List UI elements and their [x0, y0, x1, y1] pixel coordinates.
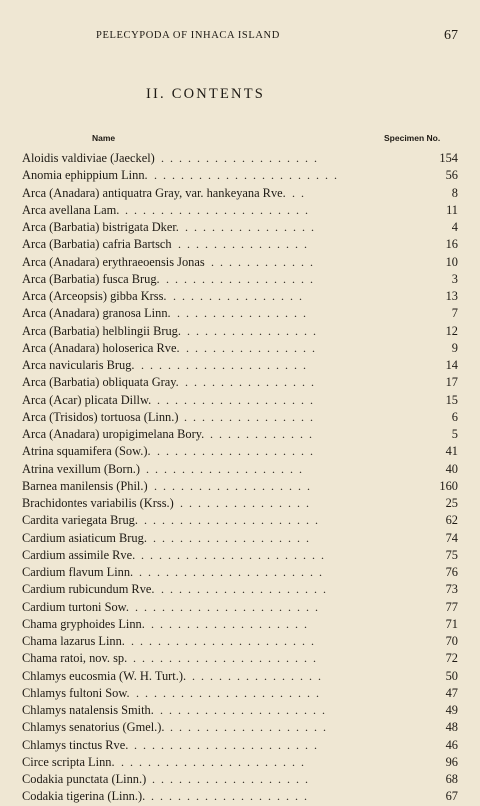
entry-specimen-number: 7: [451, 306, 458, 321]
contents-entry: [0, 737, 480, 754]
entry-specimen-number: 77: [445, 599, 458, 614]
entry-name: Arca avellana Lam.: [22, 202, 120, 217]
entry-name: Cardium assimile Rve.: [22, 547, 136, 562]
entry-name: Chlamys natalensis Smith.: [22, 703, 154, 717]
entry-leader-dots: . . . . . . . . . . . . . . . . . . . . .: [125, 202, 310, 217]
entry-name: Arca (Arceopsis) gibba Krss.: [22, 289, 167, 303]
contents-entry: [0, 788, 480, 805]
entry-leader-dots: . . . . . . . . . . . . . . . . . .: [151, 789, 309, 804]
entry-leader-dots: . . . . . . . . . . . . . . .: [184, 409, 315, 424]
contents-entry: [0, 409, 480, 426]
contents-entry: [0, 236, 480, 253]
entry-name: Arca (Trisidos) tortuosa (Linn.): [22, 409, 179, 424]
entry-specimen-number: 71: [445, 616, 458, 631]
entry-leader-dots: . . . . . . . . . . . . . . . . . . .: [141, 358, 308, 372]
entry-leader-dots: . . . . . . . . . . . .: [211, 254, 315, 269]
entry-specimen-number: 12: [445, 323, 458, 338]
entry-leader-dots: . . . . . . . . . . . . . . .: [177, 306, 308, 321]
contents-entry: [0, 202, 480, 219]
entry-name: Arca (Anadara) uropigimelana Bory.: [22, 427, 205, 441]
contents-entry: [0, 547, 480, 564]
entry-specimen-number: 75: [445, 547, 458, 562]
entry-name: Chama gryphoides Linn.: [22, 616, 145, 631]
contents-entry: [0, 616, 480, 633]
entry-name: Arca (Anadara) erythraeoensis Jonas: [22, 254, 205, 269]
entry-name: Circe scripta Linn.: [22, 754, 115, 769]
entry-leader-dots: . . . . . . . . . . . . . . . . . .: [152, 772, 310, 786]
entry-specimen-number: 4: [451, 220, 458, 234]
entry-name: Arca (Barbatia) helblingii Brug.: [22, 323, 181, 338]
entry-name: Cardium rubicundum Rve.: [22, 582, 155, 597]
entry-leader-dots: . . . . . . . . . . . . . . . . . .: [161, 151, 319, 165]
entry-specimen-number: 67: [445, 789, 458, 804]
entry-name: Arca (Barbatia) fusca Brug.: [22, 271, 160, 286]
contents-entry: [0, 633, 480, 650]
entry-leader-dots: . . . . . . . . . . . . . . .: [187, 323, 318, 338]
contents-entry: [0, 719, 480, 736]
contents-entry: [0, 685, 480, 702]
contents-entry: [0, 185, 480, 202]
contents-entry: [0, 461, 480, 478]
entry-name: Arca (Barbatia) bistrigata Dker.: [22, 220, 179, 234]
column-header-specimen: Specimen No.: [384, 133, 441, 143]
contents-entry: [0, 340, 480, 357]
entry-leader-dots: . . . . . . . . . . . . . . .: [180, 496, 311, 510]
entry-name: Cardita variegata Brug.: [22, 513, 138, 528]
entry-name: Chlamys tinctus Rve.: [22, 737, 129, 752]
entry-specimen-number: 56: [445, 168, 458, 183]
entry-name: Cardium asiaticum Brug.: [22, 530, 147, 545]
entry-specimen-number: 49: [445, 703, 458, 717]
contents-entry: [0, 254, 480, 271]
contents-entry: [0, 495, 480, 512]
entry-specimen-number: 154: [439, 151, 458, 165]
entry-specimen-number: 73: [445, 582, 458, 597]
entry-name: Barnea manilensis (Phil.): [22, 478, 148, 493]
entry-leader-dots: . . . . . . . . . . . . . . . . . . . . .: [133, 651, 318, 666]
contents-entry: [0, 374, 480, 391]
entry-name: Arca (Barbatia) obliquata Gray.: [22, 375, 179, 390]
contents-entry: [0, 512, 480, 529]
contents-entry: [0, 530, 480, 547]
entry-specimen-number: 68: [445, 772, 458, 786]
contents-entry: [0, 443, 480, 460]
entry-name: Codakia punctata (Linn.): [22, 772, 147, 786]
entry-leader-dots: . . . . . . . . . . . . . . . . .: [166, 271, 315, 286]
section-title: II. CONTENTS: [146, 86, 266, 102]
entry-leader-dots: . . . . . . . . . . . . . . . . . .: [146, 461, 304, 476]
entry-leader-dots: . . . . . . . . . . . .: [210, 427, 314, 441]
contents-entry: [0, 702, 480, 719]
entry-name: Arca (Anadara) antiquatra Gray, var. hankeyana Rve.: [22, 185, 286, 200]
entry-leader-dots: . . . . . . . . . . . . . . . . . .: [154, 478, 312, 493]
entry-name: Arca (Acar) plicata Dillw.: [22, 392, 152, 407]
entry-specimen-number: 6: [451, 409, 458, 424]
entry-specimen-number: 50: [445, 668, 458, 683]
contents-entry: [0, 150, 480, 167]
entry-name: Chlamys senatorius (Gmel.).: [22, 720, 165, 735]
entry-name: Arca (Anadara) holoserica Rve.: [22, 340, 180, 355]
contents-entry: [0, 271, 480, 288]
entry-leader-dots: . . . . . . . . . . . . . . .: [185, 220, 316, 234]
entry-leader-dots: . . . . . . . . . . . . . . . . . . .: [160, 703, 327, 717]
contents-entry: [0, 478, 480, 495]
entry-specimen-number: 5: [451, 427, 458, 441]
entry-leader-dots: . . . . . . . . . . . . . . . . . . . . .: [139, 565, 324, 579]
entry-specimen-number: 16: [445, 237, 458, 252]
entry-name: Arca (Barbatia) cafria Bartsch: [22, 237, 172, 252]
contents-entry: [0, 650, 480, 667]
entry-specimen-number: 48: [445, 720, 458, 735]
contents-entry: [0, 426, 480, 443]
entry-name: Cardium turtoni Sow.: [22, 599, 129, 614]
entry-specimen-number: 70: [445, 634, 458, 648]
entry-name: Atrina vexillum (Born.): [22, 461, 141, 476]
entry-leader-dots: . . . . . . . . . . . . . . . . . .: [153, 530, 311, 545]
entry-leader-dots: . . . . . . . . . . . . . . . . . . . . .: [141, 547, 326, 562]
entry-specimen-number: 72: [445, 651, 458, 666]
entry-specimen-number: 8: [451, 185, 458, 200]
contents-entry: [0, 668, 480, 685]
entry-specimen-number: 96: [445, 754, 458, 769]
entry-name: Codakia tigerina (Linn.).: [22, 789, 146, 804]
entry-specimen-number: 160: [439, 478, 458, 493]
entry-leader-dots: . . . . . . . . . . . . . . . . . .: [151, 616, 309, 631]
running-head: [0, 30, 480, 46]
entry-leader-dots: . . . . . . . . . . . . . . .: [178, 237, 309, 252]
entry-specimen-number: 9: [451, 340, 458, 355]
contents-entry: [0, 599, 480, 616]
contents-entry: [0, 392, 480, 409]
entry-specimen-number: 14: [445, 358, 458, 372]
entry-specimen-number: 25: [445, 496, 458, 510]
contents-entry: [0, 305, 480, 322]
entry-leader-dots: . . . . . . . . . . . . . . . . . . . .: [144, 513, 320, 528]
entry-name: Atrina squamifera (Sow.).: [22, 444, 151, 459]
entry-specimen-number: 74: [445, 530, 458, 545]
contents-entry: [0, 754, 480, 771]
entry-specimen-number: 17: [445, 375, 458, 390]
contents-entry: [0, 219, 480, 236]
entry-name: Cardium flavum Linn.: [22, 565, 134, 579]
contents-entry: [0, 357, 480, 374]
entry-name: Anomia ephippium Linn.: [22, 168, 148, 183]
contents-entry: [0, 771, 480, 788]
contents-entry: [0, 581, 480, 598]
entry-leader-dots: . . . . . . . . . . . . . . .: [192, 668, 323, 683]
entry-specimen-number: 3: [451, 271, 458, 286]
entry-specimen-number: 40: [445, 461, 458, 476]
entry-name: Arca (Anadara) granosa Linn.: [22, 306, 171, 321]
entry-leader-dots: . . . . . . . . . . . . . . . . . . . . .: [131, 634, 316, 648]
entry-leader-dots: . . . . . . . . . . . . . . . . . . . . .: [134, 737, 319, 752]
entry-leader-dots: . . . . . . . . . . . . . . . . . . . . .: [135, 599, 320, 614]
entry-specimen-number: 41: [445, 444, 458, 459]
entry-leader-dots: . . . . . . . . . . . . . . .: [185, 375, 316, 390]
entry-leader-dots: . . . . . . . . . . . . . . .: [186, 340, 317, 355]
contents-entry: [0, 564, 480, 581]
column-header-name: Name: [92, 133, 116, 143]
entry-name: Chama lazarus Linn.: [22, 634, 125, 648]
entry-specimen-number: 13: [445, 289, 458, 303]
running-title: PELECYPODA OF INHACA ISLAND: [96, 30, 280, 41]
page-number: 67: [444, 28, 458, 43]
entry-leader-dots: . .: [292, 185, 306, 200]
entry-specimen-number: 62: [445, 513, 458, 528]
entry-specimen-number: 15: [445, 392, 458, 407]
entry-leader-dots: . . . . . . . . . . . . . . . . . . . . .: [121, 754, 306, 769]
entry-specimen-number: 47: [445, 685, 458, 700]
entry-name: Chama ratoi, nov. sp.: [22, 651, 128, 666]
entry-specimen-number: 76: [445, 565, 458, 579]
entry-leader-dots: . . . . . . . . . . . . . . . . . .: [170, 720, 328, 735]
entry-leader-dots: . . . . . . . . . . . . . . . . . .: [157, 392, 315, 407]
entry-leader-dots: . . . . . . . . . . . . . . . . . . . . .: [136, 685, 321, 700]
contents-list: [0, 150, 480, 806]
entry-specimen-number: 11: [446, 202, 458, 217]
contents-entry: [0, 323, 480, 340]
entry-leader-dots: . . . . . . . . . . . . . . . . . .: [157, 444, 315, 459]
entry-leader-dots: . . . . . . . . . . . . . . . . . . .: [161, 582, 328, 597]
entry-specimen-number: 10: [445, 254, 458, 269]
entry-name: Brachidontes variabilis (Krss.): [22, 496, 174, 510]
contents-entry: [0, 288, 480, 305]
entry-leader-dots: . . . . . . . . . . . . . . .: [173, 289, 304, 303]
entry-leader-dots: . . . . . . . . . . . . . . . . . . . . .: [154, 168, 339, 183]
entry-name: Arca navicularis Brug.: [22, 358, 135, 372]
entry-name: Aloidis valdiviae (Jaeckel): [22, 151, 155, 165]
entry-specimen-number: 46: [445, 737, 458, 752]
contents-entry: [0, 167, 480, 184]
entry-name: Chlamys fultoni Sow.: [22, 685, 130, 700]
entry-name: Chlamys eucosmia (W. H. Turt.).: [22, 668, 187, 683]
